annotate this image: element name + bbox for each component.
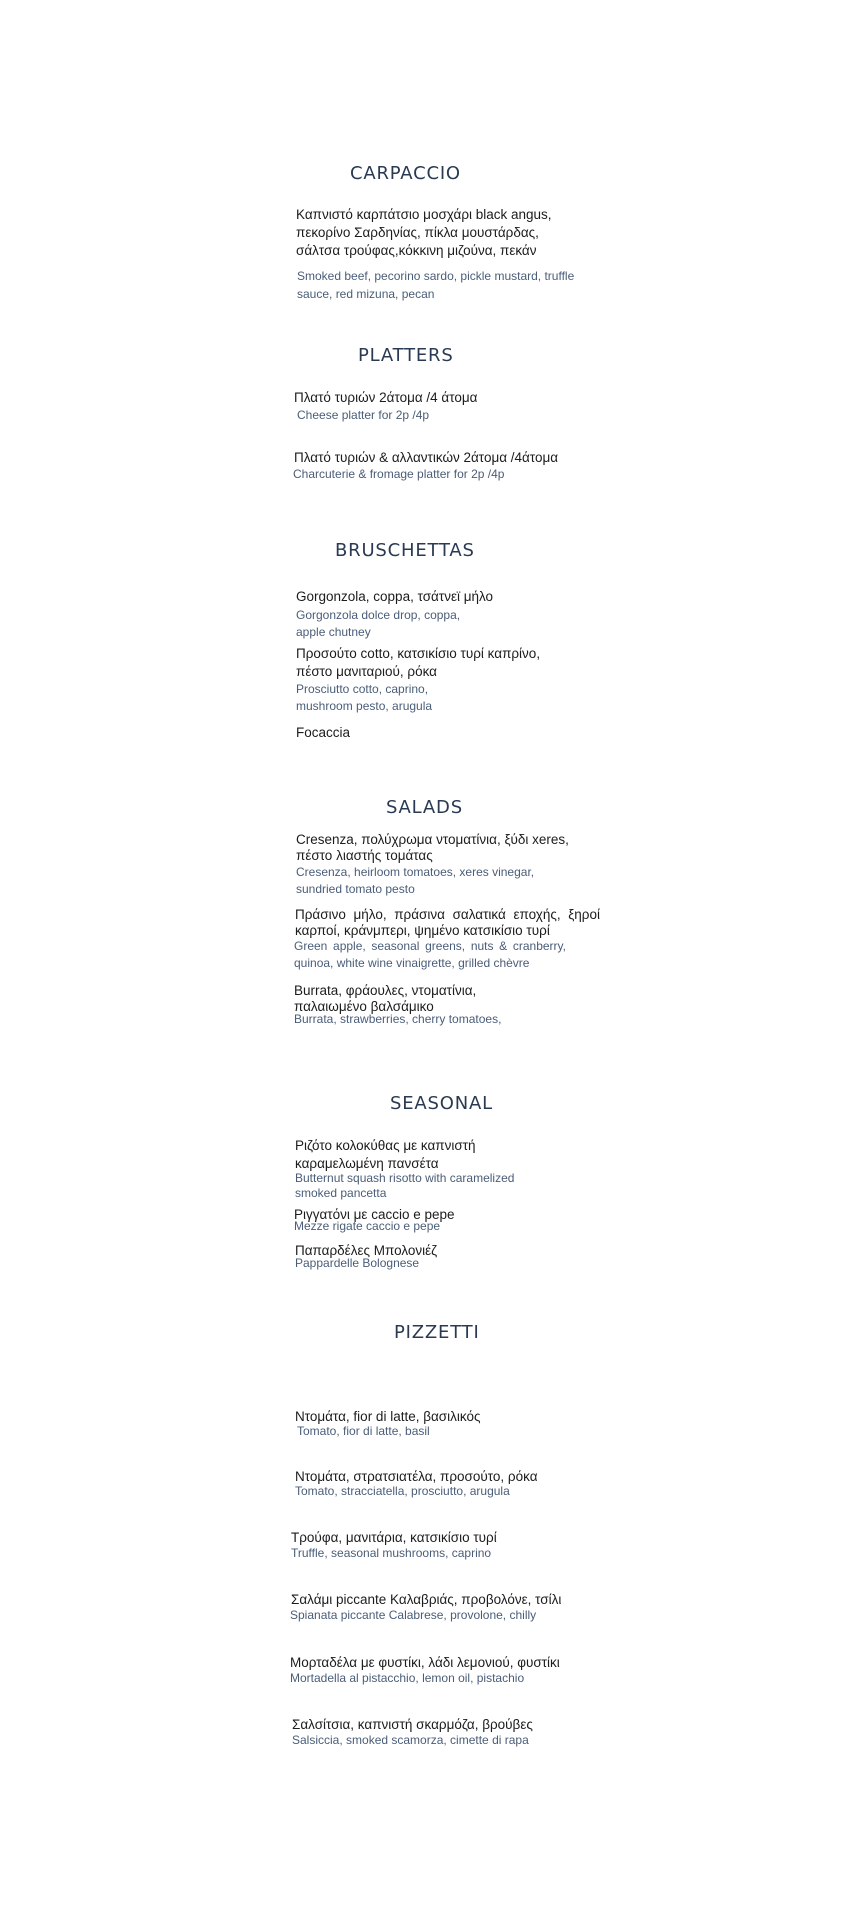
item-english-line: Gorgonzola dolce drop, coppa, [296, 608, 461, 622]
item-greek-line: Burrata, φράουλες, ντοματίνια, [294, 983, 477, 998]
section-title-platters: PLATTERS [358, 345, 454, 366]
item-greek-line: Ντομάτα, fior di latte, βασιλικός [295, 1409, 481, 1424]
item-english-line: Butternut squash risotto with caramelized [295, 1171, 515, 1185]
item-english-line: Burrata, strawberries, cherry tomatoes, [294, 1012, 502, 1026]
item-greek-line: πέστο λιαστής τομάτας [296, 848, 433, 863]
section-title-bruschettas: BRUSCHETTAS [335, 540, 475, 561]
item-greek-line: Ριζότο κολοκύθας με καπνιστή [295, 1138, 476, 1153]
item-english-line: apple chutney [296, 625, 371, 639]
item-english-line: Pappardelle Bolognese [295, 1256, 420, 1270]
item-english-line: Salsiccia, smoked scamorza, cimette di rapa [292, 1733, 529, 1747]
item-greek-line: καραμελωμένη πανσέτα [295, 1156, 439, 1171]
item-greek-line: Σαλάμι piccante Καλαβριάς, προβολόνε, τσίλι [291, 1592, 562, 1607]
item-greek-line: Gorgonzola, coppa, τσάτνεϊ μήλο [296, 589, 494, 604]
item-greek-line: Πλατό τυριών & αλλαντικών 2άτομα /4άτομα [294, 450, 559, 465]
section-title-carpaccio: CARPACCIO [350, 163, 461, 184]
item-english-line: Charcuterie & fromage platter for 2p /4p [293, 467, 505, 481]
item-english-line: sundried tomato pesto [296, 882, 415, 896]
item-english-line: Cresenza, heirloom tomatoes, xeres vinegar, [296, 865, 535, 879]
item-greek-line: Πράσινο μήλο, πράσινα σαλατικά εποχής, ξηροί [295, 907, 600, 922]
section-title-salads: SALADS [386, 797, 463, 818]
item-greek-line: σάλτσα τρούφας,κόκκινη μιζούνα, πεκάν [296, 243, 537, 258]
item-greek-line: Ριγγατόνι με caccio e pepe [294, 1207, 455, 1222]
item-english-line: smoked pancetta [295, 1186, 387, 1200]
item-english-line: Prosciutto cotto, caprino, [296, 682, 429, 696]
section-title-seasonal: SEASONAL [390, 1093, 493, 1114]
item-english-line: sauce, red mizuna, pecan [297, 287, 435, 301]
item-english-line: Spianata piccante Calabrese, provolone, chilly [290, 1608, 537, 1622]
item-greek-line: παλαιωμένο βαλσάμικο [294, 999, 434, 1014]
item-greek-line: Σαλσίτσια, καπνιστή σκαρμόζα, βρούβες [292, 1717, 533, 1732]
item-greek-line: καρποί, κράνμπερι, ψημένο κατσικίσιο τυρί [295, 923, 550, 938]
item-greek-line: Καπνιστό καρπάτσιο μοσχάρι black angus, [296, 207, 552, 222]
item-greek-line: Μορταδέλα με φυστίκι, λάδι λεμονιού, φυστίκι [290, 1655, 560, 1670]
item-greek-line: πεκορίνο Σαρδηνίας, πίκλα μουστάρδας, [296, 225, 539, 240]
item-greek-line: Cresenza, πολύχρωμα ντοματίνια, ξύδι xeres, [296, 832, 569, 847]
item-english-line: Cheese platter for 2p /4p [297, 408, 430, 422]
item-greek-line: Ντομάτα, στρατσιατέλα, προσούτο, ρόκα [295, 1469, 538, 1484]
item-english-line: Smoked beef, pecorino sardo, pickle mustard, truffle [297, 269, 575, 283]
item-greek-line: Πλατό τυριών 2άτομα /4 άτομα [294, 390, 478, 405]
item-english-line: quinoa, white wine vinaigrette, grilled chèvre [294, 956, 530, 970]
item-greek-line: Focaccia [296, 725, 351, 740]
section-title-pizzetti: PIZZETTI [394, 1322, 480, 1343]
item-greek-line: Τρούφα, μανιτάρια, κατσικίσιο τυρί [291, 1530, 497, 1545]
item-english-line: mushroom pesto, arugula [296, 699, 433, 713]
item-greek-line: Προσούτο cotto, κατσικίσιο τυρί καπρίνο, [296, 646, 541, 661]
item-english-line: Mortadella al pistacchio, lemon oil, pistachio [290, 1671, 525, 1685]
item-english-line: Mezze rigate caccio e pepe [294, 1219, 441, 1233]
item-greek-line: Παπαρδέλες Μπολονιέζ [295, 1243, 438, 1258]
item-greek-line: πέστο μανιταριού, ρόκα [296, 664, 437, 679]
item-english-line: Truffle, seasonal mushrooms, caprino [291, 1546, 492, 1560]
item-english-line: Green apple, seasonal greens, nuts & cranberry, [294, 939, 566, 953]
item-english-line: Tomato, fior di latte, basil [297, 1424, 430, 1438]
item-english-line: Tomato, stracciatella, prosciutto, arugula [295, 1484, 510, 1498]
